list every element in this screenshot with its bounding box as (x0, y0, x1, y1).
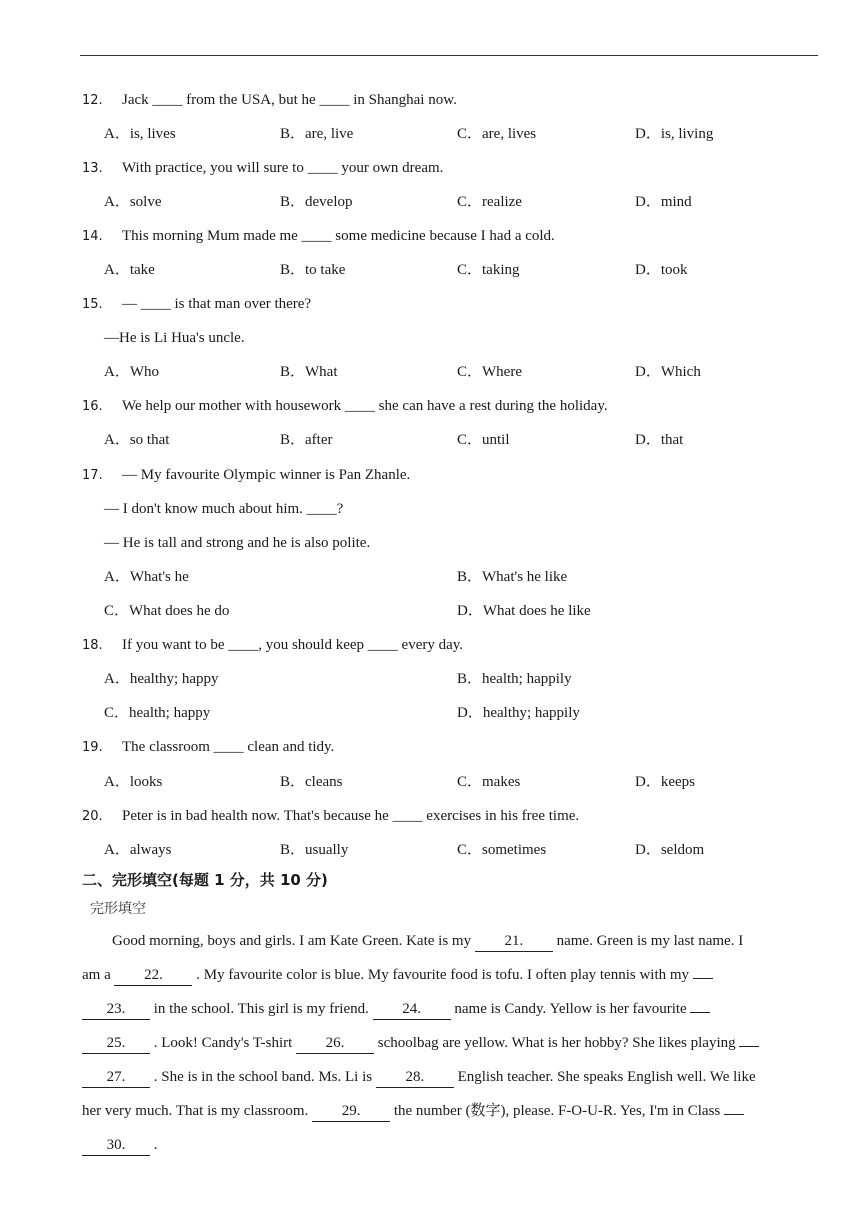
option-a[interactable]: A．What's he (104, 569, 189, 585)
blank-line (724, 1114, 744, 1115)
option-a[interactable]: A．is, lives (104, 126, 176, 142)
option-b[interactable]: B．after (280, 432, 333, 448)
option-c[interactable]: C．Where (457, 364, 522, 380)
option-a[interactable]: A．healthy; happy (104, 671, 219, 687)
question-16 (82, 396, 608, 417)
section-title: 二、完形填空(每题 1 分，共 10 分) (82, 871, 328, 889)
blank-23[interactable]: 23. (82, 999, 150, 1020)
passage-text: English teacher. She speaks English well. We like (457, 1069, 756, 1085)
blank-25[interactable]: 25. (82, 1033, 150, 1054)
option-b[interactable]: B．to take (280, 262, 346, 278)
option-c[interactable]: C．realize (457, 194, 522, 210)
question-14 (82, 226, 555, 247)
question-number: 15. (82, 297, 103, 312)
passage-line-3 (82, 999, 710, 1020)
option-d[interactable]: D．mind (635, 194, 692, 210)
passage-text: her very much. That is my classroom. (82, 1103, 309, 1119)
question-stem: We help our mother with housework ____ she can have a rest during the holiday. (122, 398, 608, 414)
passage-text: am a (82, 967, 111, 983)
option-b[interactable]: B．are, live (280, 126, 354, 142)
passage-text: . My favourite color is blue. My favourite food is tofu. I often play tennis with my (196, 967, 690, 983)
passage-line-5 (82, 1067, 756, 1088)
option-a[interactable]: A．Who (104, 364, 159, 380)
option-b[interactable]: B．What (280, 364, 338, 380)
passage-text: in the school. This girl is my friend. (153, 1001, 369, 1017)
question-number: 19. (82, 740, 103, 755)
blank-30[interactable]: 30. (82, 1135, 150, 1156)
option-c[interactable]: C．taking (457, 262, 520, 278)
option-d[interactable]: D．took (635, 262, 688, 278)
dialogue-line: —He is Li Hua's uncle. (104, 330, 245, 346)
subsection-title: 完形填空 (90, 901, 146, 917)
option-d[interactable]: D．keeps (635, 774, 695, 790)
option-b[interactable]: B．cleans (280, 774, 343, 790)
question-number: 13. (82, 161, 103, 176)
question-number: 17. (82, 468, 103, 483)
blank-24[interactable]: 24. (373, 999, 451, 1020)
option-c[interactable]: C．health; happy (104, 705, 211, 721)
question-stem: Jack ____ from the USA, but he ____ in Shanghai now. (122, 92, 457, 108)
passage-text: Good morning, boys and girls. I am Kate Green. Kate is my (112, 933, 472, 949)
question-18 (82, 635, 463, 656)
question-number: 14. (82, 229, 103, 244)
passage-line-1 (112, 931, 743, 952)
option-d[interactable]: D．seldom (635, 842, 705, 858)
option-c[interactable]: C．makes (457, 774, 521, 790)
dialogue-line: — I don't know much about him. ____? (104, 501, 344, 517)
option-c[interactable]: C．until (457, 432, 510, 448)
option-d[interactable]: D．healthy; happily (457, 705, 580, 721)
question-17 (82, 465, 410, 486)
dialogue-line: — He is tall and strong and he is also polite. (104, 535, 371, 551)
passage-line-4 (82, 1033, 759, 1054)
passage-line-6 (82, 1101, 744, 1122)
option-d[interactable]: D．What does he like (457, 603, 591, 619)
question-number: 18. (82, 638, 103, 653)
blank-29[interactable]: 29. (312, 1101, 390, 1122)
blank-21[interactable]: 21. (475, 931, 553, 952)
option-a[interactable]: A．always (104, 842, 172, 858)
option-a[interactable]: A．solve (104, 194, 162, 210)
question-15 (82, 294, 311, 315)
option-b[interactable]: B．usually (280, 842, 349, 858)
passage-text: name is Candy. Yellow is her favourite (454, 1001, 687, 1017)
question-stem: — ____ is that man over there? (122, 296, 312, 312)
blank-line (690, 1012, 710, 1013)
option-c[interactable]: C．sometimes (457, 842, 547, 858)
option-a[interactable]: A．looks (104, 774, 163, 790)
option-d[interactable]: D．is, living (635, 126, 714, 142)
option-b[interactable]: B．develop (280, 194, 353, 210)
passage-line-2 (82, 965, 713, 986)
option-c[interactable]: C．are, lives (457, 126, 537, 142)
question-19 (82, 737, 334, 758)
blank-line (693, 978, 713, 979)
blank-line (739, 1046, 759, 1047)
question-20 (82, 806, 579, 827)
question-number: 20. (82, 809, 103, 824)
option-a[interactable]: A．take (104, 262, 155, 278)
passage-text: schoolbag are yellow. What is her hobby? She likes playing (377, 1035, 736, 1051)
passage-text: the number (数字), please. F-O-U-R. Yes, I'm in Class (393, 1103, 721, 1119)
question-stem: This morning Mum made me ____ some medicine because I had a cold. (122, 228, 555, 244)
question-stem: If you want to be ____, you should keep ____ every day. (122, 637, 464, 653)
option-d[interactable]: D．Which (635, 364, 701, 380)
option-b[interactable]: B．What's he like (457, 569, 568, 585)
question-stem: — My favourite Olympic winner is Pan Zhanle. (122, 467, 411, 483)
passage-text: . Look! Candy's T-shirt (153, 1035, 293, 1051)
option-c[interactable]: C．What does he do (104, 603, 230, 619)
question-12 (82, 90, 457, 111)
option-d[interactable]: D．that (635, 432, 684, 448)
blank-28[interactable]: 28. (376, 1067, 454, 1088)
header-rule (80, 55, 818, 56)
question-stem: With practice, you will sure to ____ your own dream. (122, 160, 444, 176)
passage-text: name. Green is my last name. I (556, 933, 744, 949)
passage-text: . (153, 1137, 158, 1153)
blank-26[interactable]: 26. (296, 1033, 374, 1054)
passage-line-7 (82, 1135, 158, 1156)
question-number: 16. (82, 399, 103, 414)
question-13 (82, 158, 443, 179)
question-stem: Peter is in bad health now. That's because he ____ exercises in his free time. (122, 808, 580, 824)
blank-22[interactable]: 22. (114, 965, 192, 986)
question-stem: The classroom ____ clean and tidy. (122, 739, 335, 755)
option-a[interactable]: A．so that (104, 432, 170, 448)
passage-text: . She is in the school band. Ms. Li is (153, 1069, 373, 1085)
blank-27[interactable]: 27. (82, 1067, 150, 1088)
option-b[interactable]: B．health; happily (457, 671, 572, 687)
question-number: 12. (82, 93, 103, 108)
